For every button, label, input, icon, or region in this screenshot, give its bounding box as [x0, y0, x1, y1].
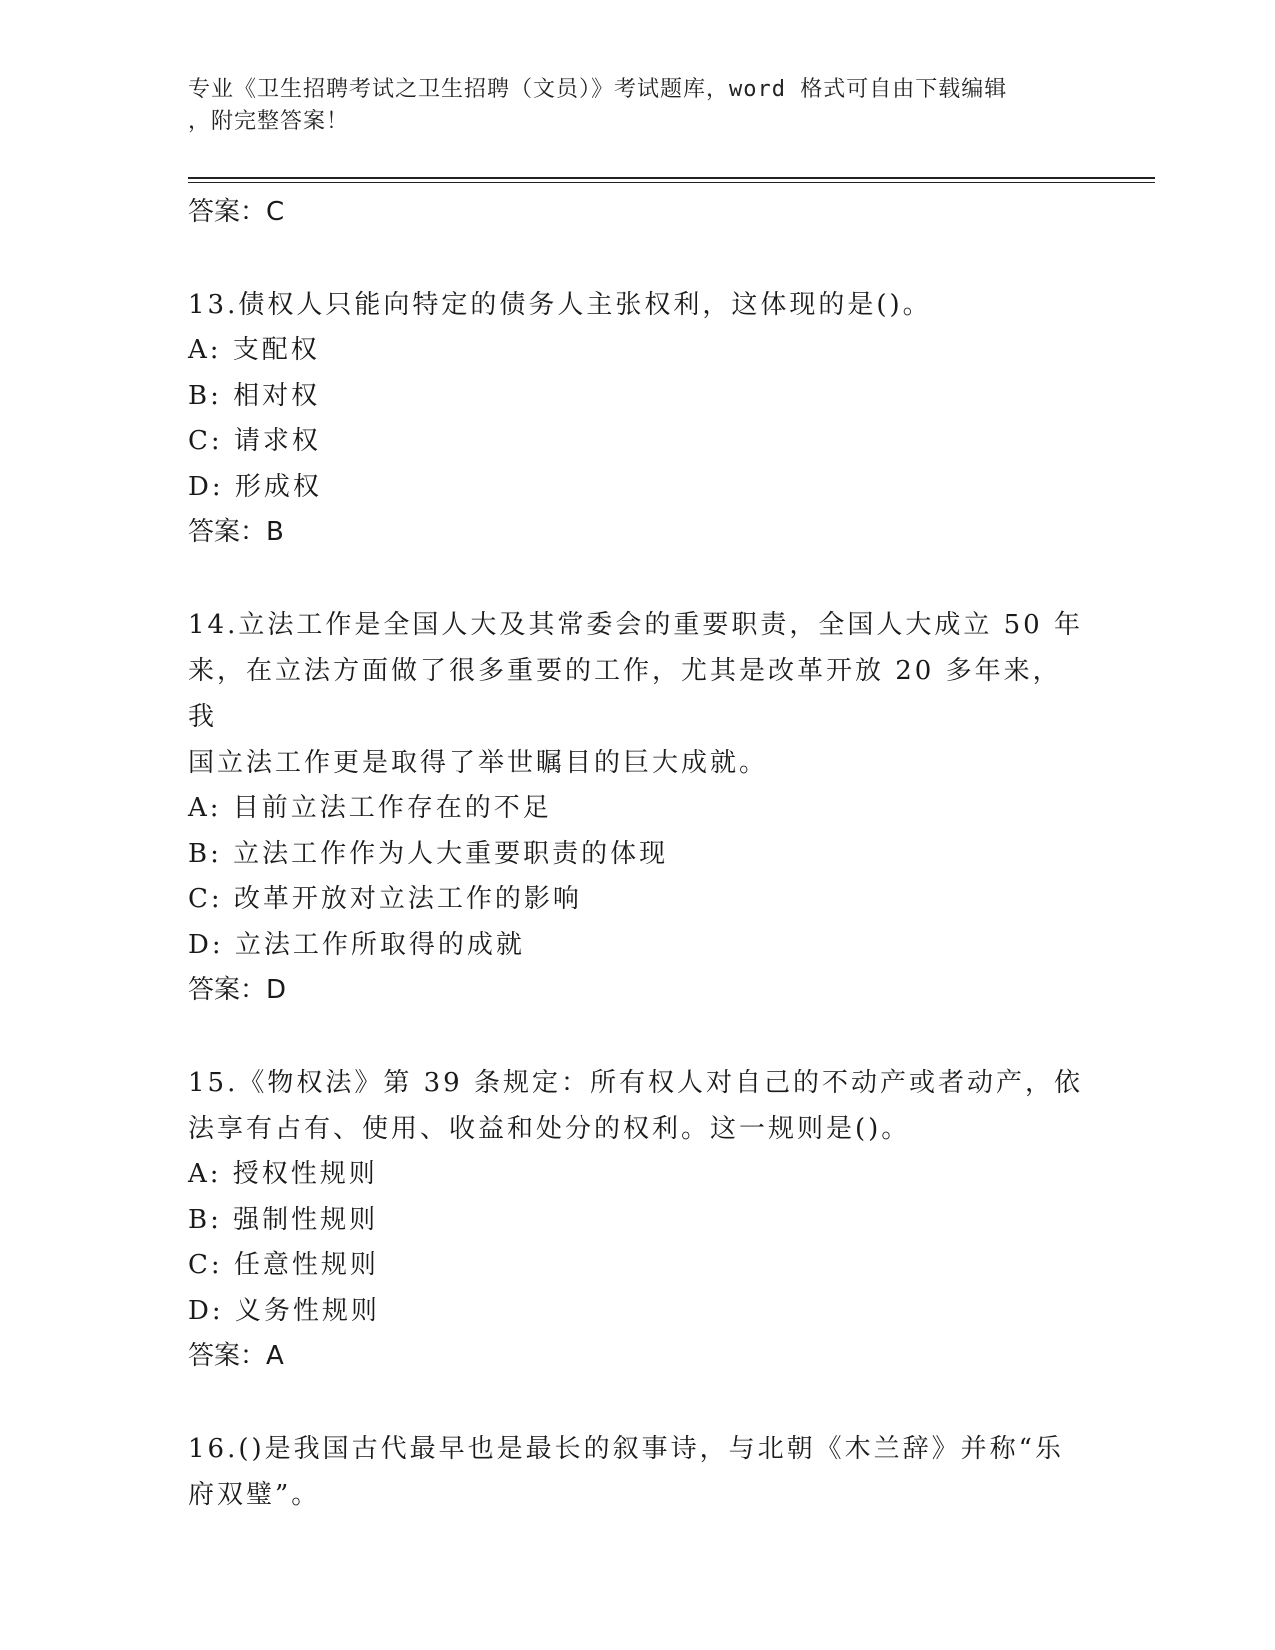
document-header	[188, 74, 1088, 138]
option-a: A: 目前立法工作存在的不足	[188, 793, 552, 823]
header-line-1: 专业《卫生招聘考试之卫生招聘（文员）》考试题库，word 格式可自由下载编辑	[188, 77, 1008, 102]
option-d: D: 形成权	[188, 471, 322, 502]
question-text: 13.债权人只能向特定的债务人主张权利，这体现的是()。	[188, 290, 932, 320]
header-divider-thin	[188, 182, 1155, 183]
question-text-line: 府双璧”。	[188, 1480, 321, 1510]
option-c: C: 任意性规则	[188, 1250, 379, 1280]
question-item	[188, 282, 1088, 554]
option-a: A: 支配权	[188, 335, 320, 365]
option-b: B: 立法工作作为人大重要职责的体现	[188, 838, 669, 869]
question-text-line: 来，在立法方面做了很多重要的工作，尤其是改革开放 20 多年来，我	[188, 656, 1062, 732]
answer-label: 答案：A	[188, 1341, 284, 1371]
answer-label: 答案：D	[188, 975, 287, 1005]
answer-label: 答案：B	[188, 517, 284, 547]
question-list	[188, 190, 1088, 1518]
option-d: D: 立法工作所取得的成就	[188, 929, 525, 960]
question-item	[188, 1426, 1088, 1518]
option-c: C: 请求权	[188, 426, 321, 456]
header-line-2: ，附完整答案！	[188, 109, 350, 134]
question-text-line: 16.()是我国古代最早也是最长的叙事诗，与北朝《木兰辞》并称“乐	[188, 1434, 1064, 1464]
option-b: B: 强制性规则	[188, 1204, 379, 1235]
question-text-line: 15.《物权法》第 39 条规定：所有权人对自己的不动产或者动产，依	[188, 1068, 1083, 1098]
option-a: A: 授权性规则	[188, 1159, 378, 1189]
option-b: B: 相对权	[188, 380, 321, 411]
question-text-line: 法享有占有、使用、收益和处分的权利。这一规则是()。	[188, 1114, 911, 1144]
option-c: C: 改革开放对立法工作的影响	[188, 884, 582, 914]
question-text-line: 国立法工作更是取得了举世瞩目的巨大成就。	[188, 748, 769, 778]
question-item	[188, 602, 1088, 1012]
question-text-line: 14.立法工作是全国人大及其常委会的重要职责，全国人大成立 50 年	[188, 610, 1083, 640]
option-d: D: 义务性规则	[188, 1295, 380, 1326]
answer-label: 答案：C	[188, 197, 285, 227]
header-divider-thick	[188, 177, 1155, 179]
question-item	[188, 1060, 1088, 1378]
